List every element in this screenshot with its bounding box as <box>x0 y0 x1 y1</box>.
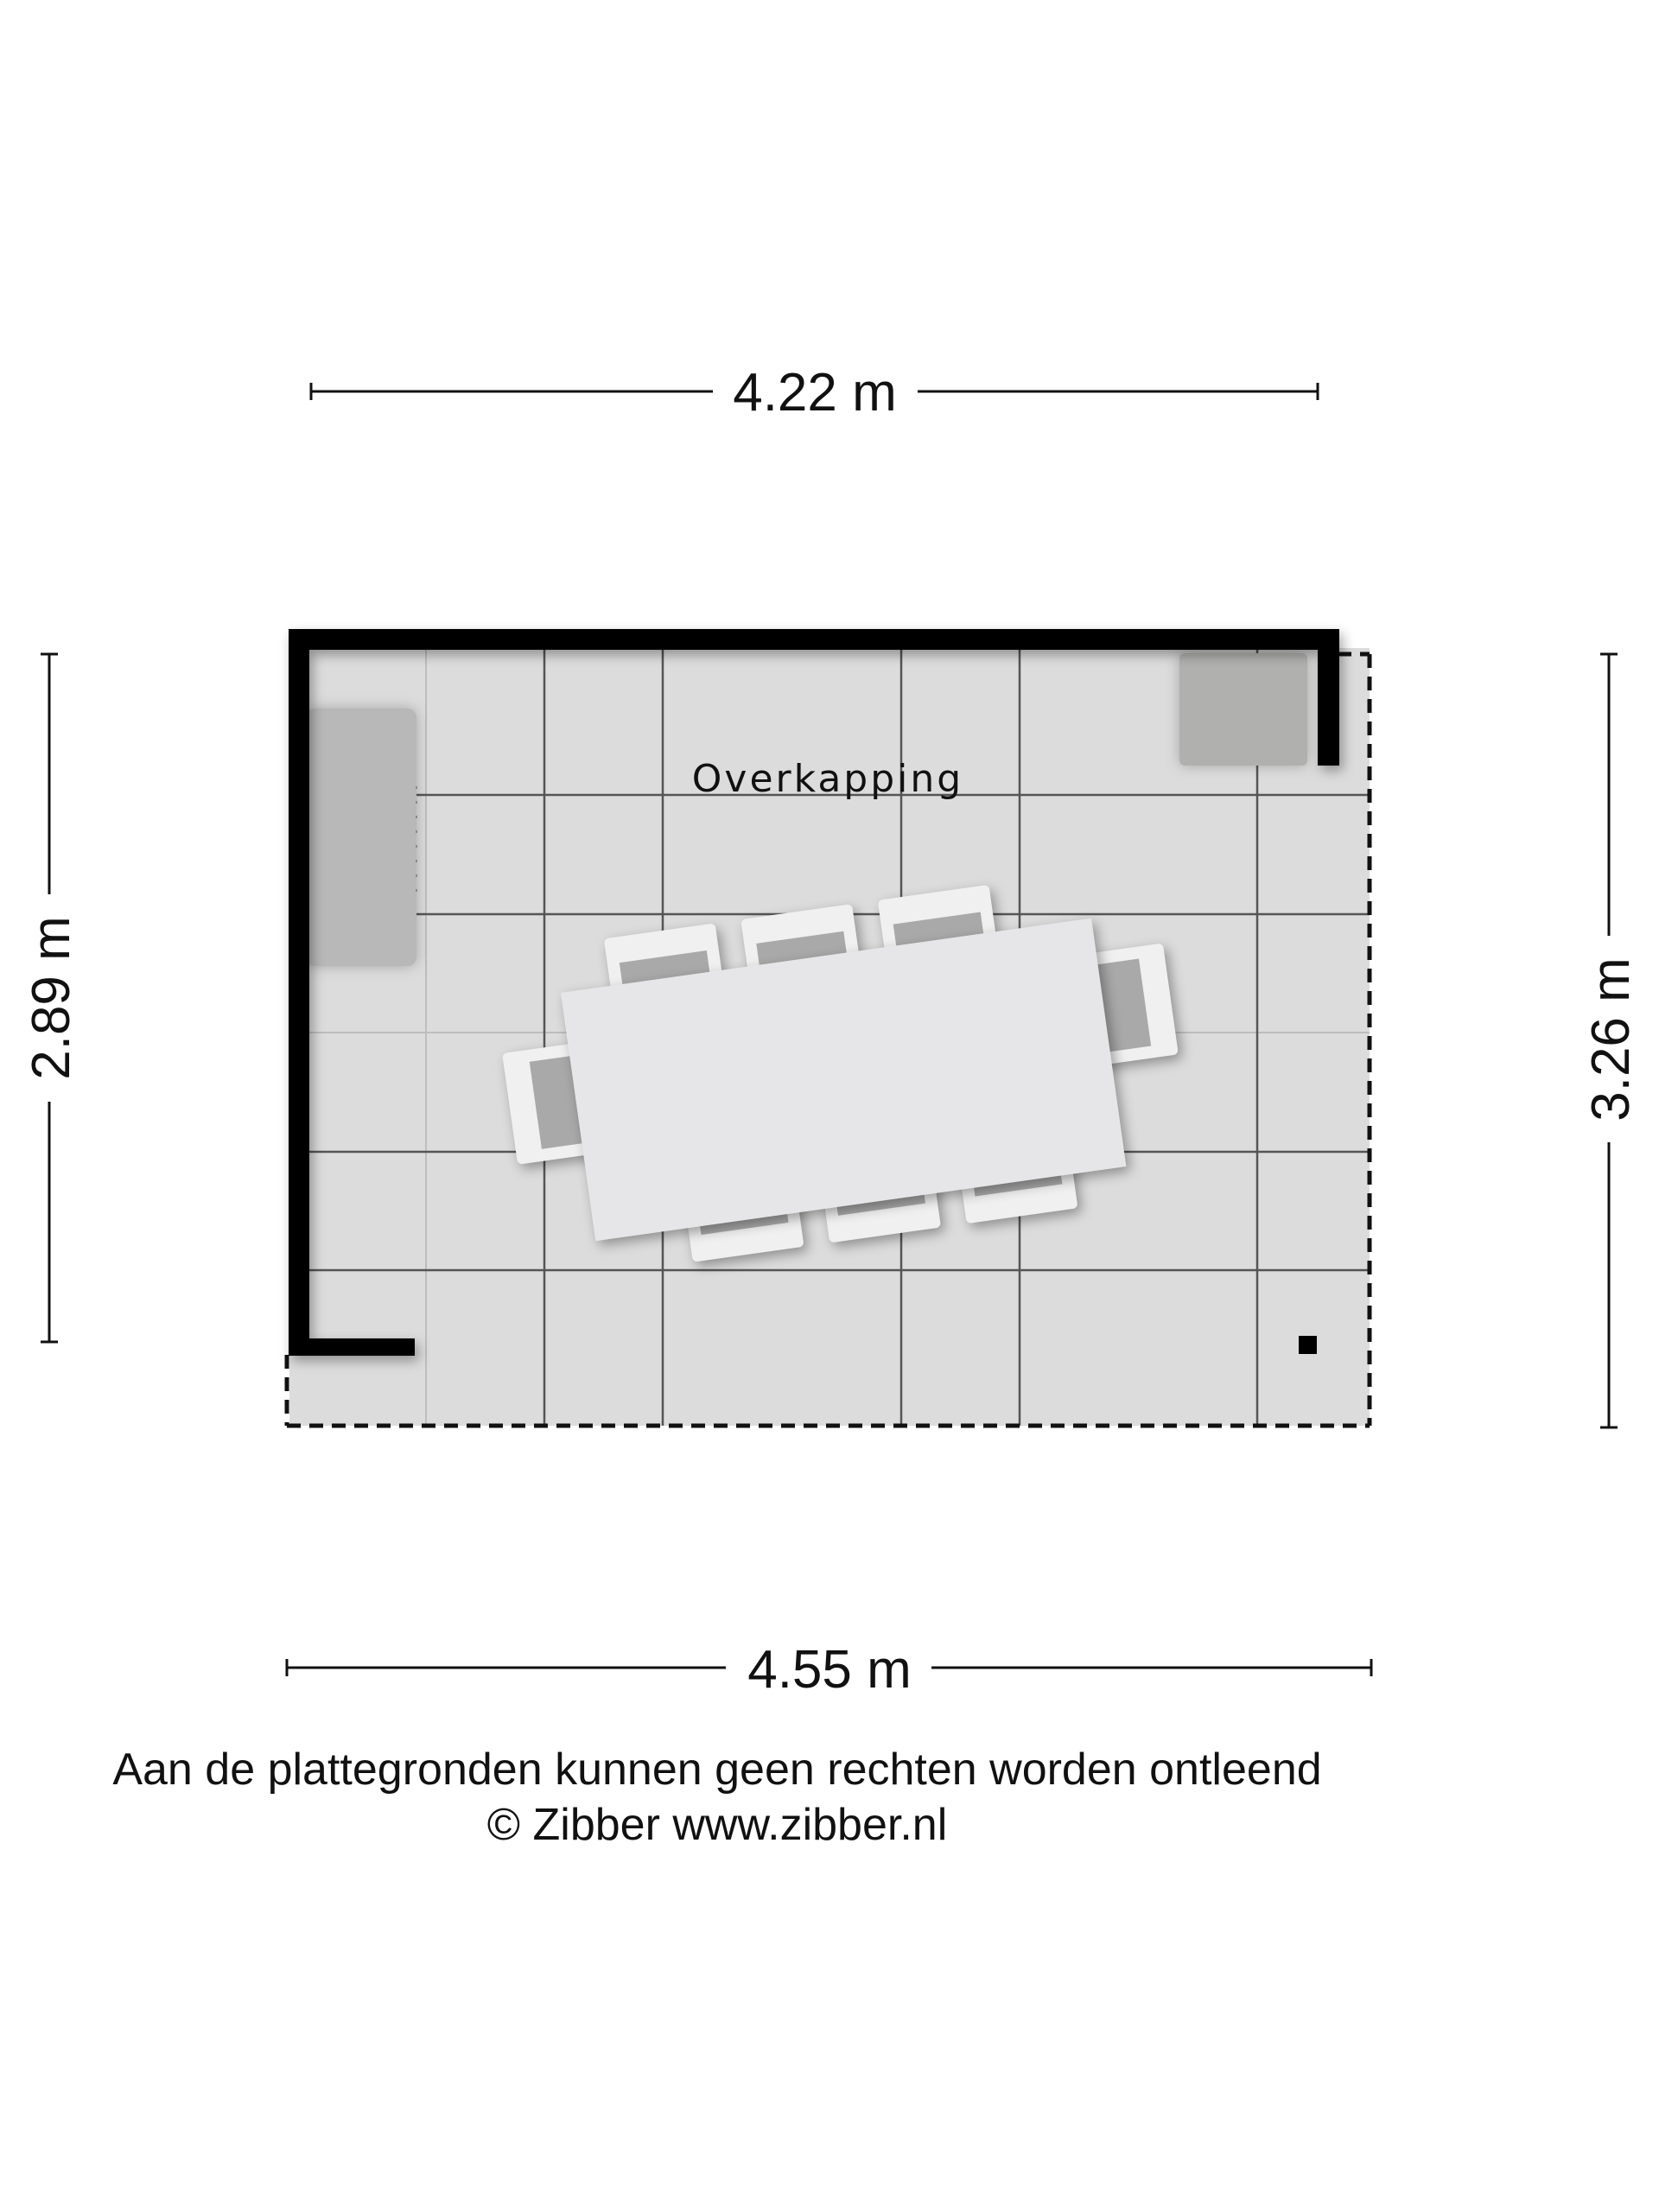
sideboard-left <box>306 709 416 966</box>
dimension-bottom-label: 4.55 m <box>747 1640 912 1700</box>
copyright-text: © Zibber www.zibber.nl <box>486 1800 948 1850</box>
dimension-right-label: 3.26 m <box>1581 957 1641 1122</box>
room-label: Overkapping <box>691 757 964 801</box>
disclaimer-text: Aan de plattegronden kunnen geen rechten worden ontleend <box>112 1745 1322 1795</box>
dimension-top-label: 4.22 m <box>733 363 897 423</box>
cabinet-top-right <box>1179 653 1307 766</box>
dimension-left-label: 2.89 m <box>22 916 81 1080</box>
column-post <box>1299 1336 1317 1354</box>
